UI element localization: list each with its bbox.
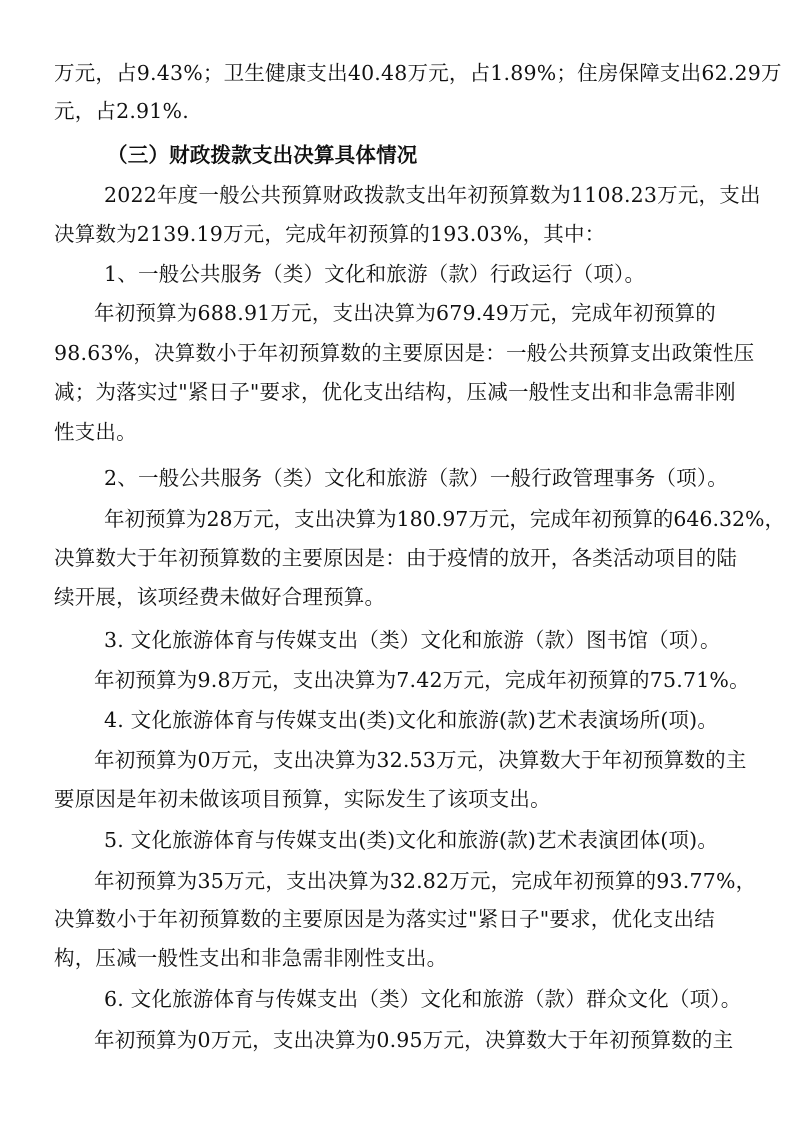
text-line: 构，压减一般性支出和非急需非刚性支出。 [54,946,448,970]
item-heading: 4. 文化旅游体育与传媒支出(类)文化和旅游(款)艺术表演场所(项)。 [104,708,719,732]
text-line: 决算数为2139.19万元，完成年初预算的193.03%，其中： [54,222,606,246]
item-heading: 6. 文化旅游体育与传媒支出（类）文化和旅游（款）群众文化（项）。 [104,987,742,1011]
text-line: 98.63%，决算数小于年初预算数的主要原因是：一般公共预算支出政策性压 [54,341,755,365]
text-line: 要原因是年初未做该项目预算，实际发生了该项支出。 [54,787,551,811]
item-heading: 2、一般公共服务（类）文化和旅游（款）一般行政管理事务（项）。 [104,466,728,490]
text-line: 年初预算为0万元，支出决算为0.95万元，决算数大于年初预算数的主 [94,1028,734,1052]
text-line: 万元，占9.43%；卫生健康支出40.48万元，占1.89%；住房保障支出62.29万 [54,61,782,85]
text-line: 2022年度一般公共预算财政拨款支出年初预算数为1108.23万元，支出 [104,183,761,207]
text-line: 年初预算为0万元，支出决算为32.53万元，决算数大于年初预算数的主 [94,748,747,772]
section-heading: （三）财政拨款支出决算具体情况 [107,143,418,167]
text-line: 决算数小于年初预算数的主要原因是为落实过"紧日子"要求，优化支出结 [54,907,715,931]
item-heading: 5. 文化旅游体育与传媒支出(类)文化和旅游(款)艺术表演团体(项)。 [104,828,719,852]
item-heading: 3. 文化旅游体育与传媒支出（类）文化和旅游（款）图书馆（项）。 [104,628,721,652]
text-line: 年初预算为28万元，支出决算为180.97万元，完成年初预算的646.32%， [104,507,786,531]
text-line: 年初预算为688.91万元，支出决算为679.49万元，完成年初预算的 [94,301,716,325]
text-line: 决算数大于年初预算数的主要原因是：由于疫情的放开，各类活动项目的陆 [54,546,738,570]
text-line: 续开展，该项经费未做好合理预算。 [54,585,386,609]
text-line: 性支出。 [54,420,137,444]
text-line: 元，占2.91%. [54,99,189,123]
item-heading: 1、一般公共服务（类）文化和旅游（款）行政运行（项）。 [104,262,646,286]
text-line: 年初预算为9.8万元，支出决算为7.42万元，完成年初预算的75.71%。 [94,668,750,692]
text-line: 减；为落实过"紧日子"要求，优化支出结构，压减一般性支出和非急需非刚 [54,380,736,404]
text-line: 年初预算为35万元，支出决算为32.82万元，完成年初预算的93.77%， [94,869,757,893]
